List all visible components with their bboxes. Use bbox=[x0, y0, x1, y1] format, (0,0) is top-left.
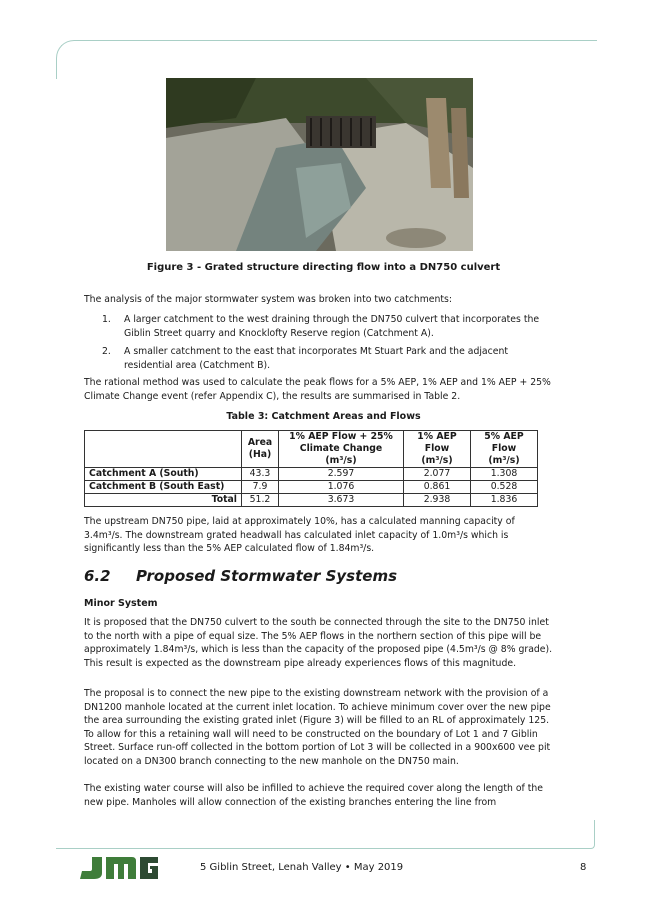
header-line: Climate Change (m³/s) bbox=[299, 443, 383, 466]
header-line: Area bbox=[247, 437, 273, 448]
table-row bbox=[85, 481, 538, 494]
table-corner-cell bbox=[85, 431, 242, 468]
cc-flow-cell: 1.076 bbox=[279, 481, 404, 494]
catchment-table bbox=[84, 430, 538, 507]
header-line: 1% AEP bbox=[417, 431, 457, 442]
cc-flow-cell: 2.597 bbox=[279, 468, 404, 481]
footer-text: 5 Giblin Street, Lenah Valley • May 2019 bbox=[200, 862, 404, 873]
page-frame-top bbox=[56, 40, 597, 79]
table-row bbox=[85, 494, 538, 507]
intro-paragraph: The analysis of the major stormwater system was broken into two catchments: bbox=[84, 294, 453, 305]
header-line: 5% AEP bbox=[484, 431, 524, 442]
section-heading bbox=[84, 567, 397, 585]
row-label: Catchment B (South East) bbox=[85, 481, 242, 494]
upstream-paragraph: The upstream DN750 pipe, laid at approximately 10%, has a calculated manning capacity of 3.4m³/s. The downstream grated headwall has calculated inlet capacity of 1.0m³/s which is significantly less than the 5% AEP calculated flow of 1.84m³/s. bbox=[84, 516, 515, 554]
aep5-flow-cell: 1.308 bbox=[471, 468, 538, 481]
header-line: 1% AEP Flow + 25% bbox=[289, 431, 393, 442]
minor-paragraph-1: It is proposed that the DN750 culvert to the south be connected through the site to the DN750 inlet to the north with a pipe of equal size. The 5% AEP flows in the northern section of this pipe will be approximately 1.84m³/s, which is less than the capacity of the proposed pipe (4.5m³/s @ 8% grade). This result is expected as the downstream pipe already experiences flows of this magnitude. bbox=[84, 617, 553, 669]
minor-paragraph-3: The existing water course will also be infilled to achieve the required cover along the length of the new pipe. Manholes will allow connection of the existing branches entering the line from bbox=[84, 783, 543, 808]
table-header-cell bbox=[242, 431, 279, 468]
subheading: Minor System bbox=[84, 598, 158, 609]
list-number: 1. bbox=[102, 314, 111, 325]
rational-paragraph: The rational method was used to calculate the peak flows for a 5% AEP, 1% AEP and 1% AEP + 25% Climate Change event (refer Appendix C), the results are summarised in Table 2. bbox=[84, 377, 551, 402]
aep1-flow-cell: 2.077 bbox=[404, 468, 471, 481]
header-line: Flow (m³/s) bbox=[421, 443, 453, 466]
section-title: Proposed Stormwater Systems bbox=[136, 567, 397, 585]
jmg-logo bbox=[78, 855, 160, 881]
culvert-photo bbox=[166, 78, 473, 251]
figure-caption: Figure 3 - Grated structure directing flow into a DN750 culvert bbox=[146, 262, 501, 273]
list-number: 2. bbox=[102, 346, 111, 357]
table-caption: Table 3: Catchment Areas and Flows bbox=[226, 411, 421, 422]
table-header-cell bbox=[471, 431, 538, 468]
list-text: A larger catchment to the west draining through the DN750 culvert that incorporates the Giblin Street quarry and Knocklofty Reserve region (Catchment A). bbox=[124, 314, 540, 339]
row-label: Catchment A (South) bbox=[85, 468, 242, 481]
aep5-flow-cell: 0.528 bbox=[471, 481, 538, 494]
section-number: 6.2 bbox=[84, 567, 111, 585]
aep1-flow-cell: 0.861 bbox=[404, 481, 471, 494]
table-header-cell bbox=[279, 431, 404, 468]
header-line: (Ha) bbox=[248, 449, 272, 460]
row-label: Total bbox=[85, 494, 242, 507]
table-header-cell bbox=[404, 431, 471, 468]
area-cell: 43.3 bbox=[242, 468, 279, 481]
area-cell: 7.9 bbox=[242, 481, 279, 494]
area-cell: 51.2 bbox=[242, 494, 279, 507]
table-header-row bbox=[85, 431, 538, 468]
header-line: Flow (m³/s) bbox=[488, 443, 520, 466]
list-text: A smaller catchment to the east that incorporates Mt Stuart Park and the adjacent residential area (Catchment B). bbox=[124, 346, 509, 371]
aep5-flow-cell: 1.836 bbox=[471, 494, 538, 507]
cc-flow-cell: 3.673 bbox=[279, 494, 404, 507]
minor-paragraph-2: The proposal is to connect the new pipe to the existing downstream network with the provision of a DN1200 manhole located at the current inlet location. To achieve minimum cover over the new pipe the area surrounding the existing grated inlet (Figure 3) will be filled to an RL of approximately 125. To allow for this a retaining wall will need to be constructed on the boundary of Lot 1 and 7 Giblin Street. Surface run-off collected in the bottom portion of Lot 3 will be collected in a 900x600 vee pit located on a DN300 branch connecting to the new manhole on the DN750 main. bbox=[84, 688, 551, 767]
page-number: 8 bbox=[580, 862, 587, 873]
aep1-flow-cell: 2.938 bbox=[404, 494, 471, 507]
table-row bbox=[85, 468, 538, 481]
page-frame-bottom bbox=[56, 820, 595, 849]
